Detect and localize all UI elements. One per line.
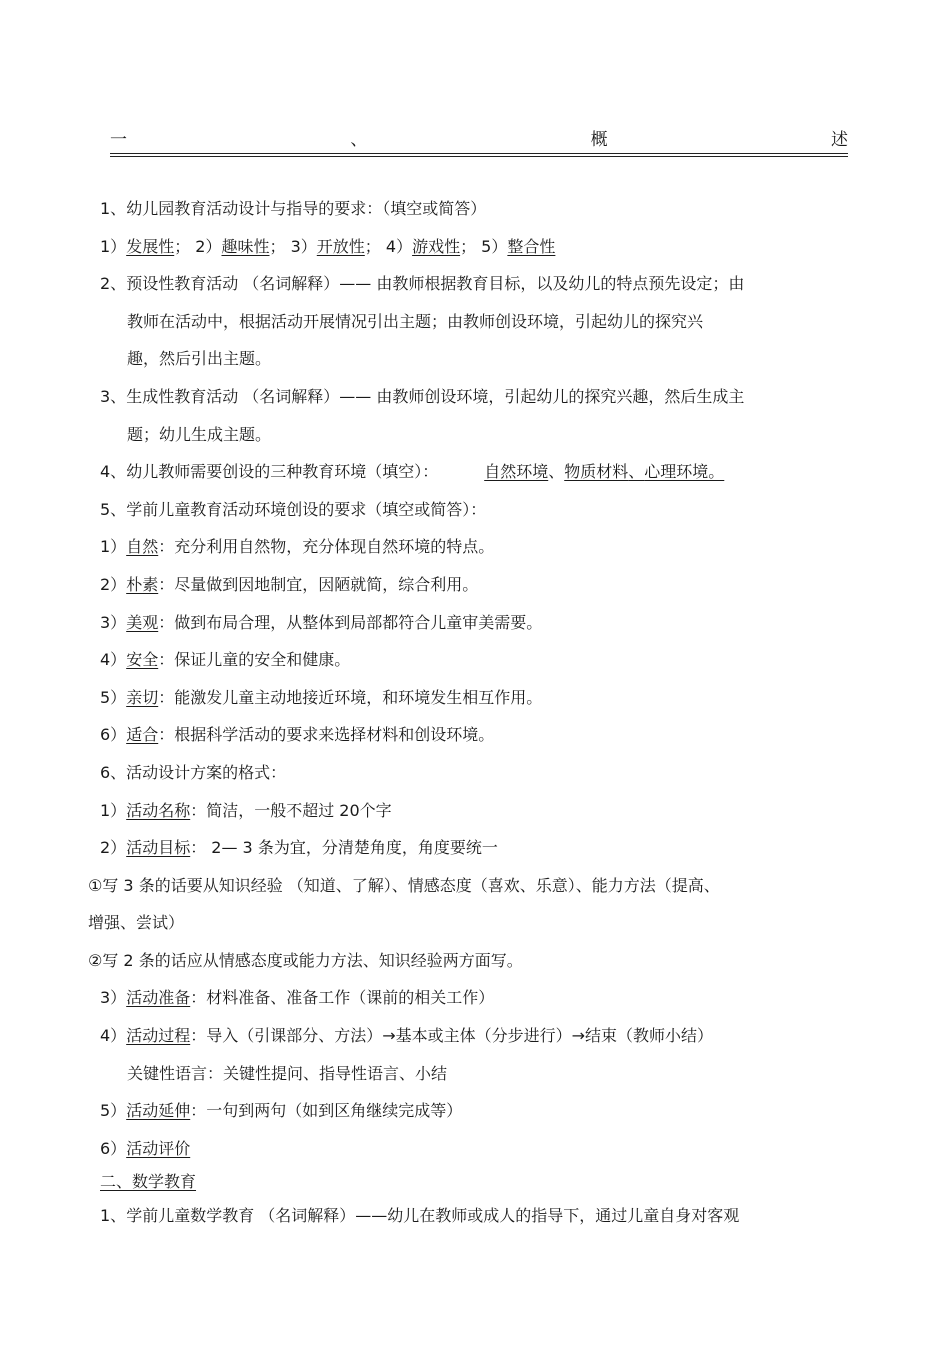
env-item: 5）亲切：能激发儿童主动地接近环境，和环境发生相互作用。 <box>100 687 543 707</box>
goal-note: ①写 3 条的话要从知识经验 （知道、了解）、情感态度（喜欢、乐意）、能力方法（提高、 <box>88 875 720 895</box>
section-title <box>110 128 848 154</box>
goal-note: ②写 2 条的话应从情感态度或能力方法、知识经验两方面写。 <box>88 950 523 970</box>
env-item: 2）朴素：尽量做到因地制宜，因陋就简，综合利用。 <box>100 574 479 594</box>
title-char: 、 <box>350 130 368 150</box>
title-char: 述 <box>830 130 848 150</box>
env-item: 3）美观：做到布局合理，从整体到局部都符合儿童审美需要。 <box>100 612 543 632</box>
title-char: 一 <box>110 130 127 150</box>
env-item: 1）自然：充分利用自然物，充分体现自然环境的特点。 <box>100 537 495 557</box>
plan-item: 4）活动过程：导入（引课部分、方法）→基本或主体（分步进行）→结束（教师小结） <box>100 1026 714 1046</box>
goal-note-continuation: 增强、尝试） <box>88 913 185 933</box>
requirements-line: 1）发展性； 2）趣味性； 3）开放性； 4）游戏性； 5）整合性 <box>100 236 556 256</box>
list-item: 1、学前儿童数学教育 （名词解释）——幼儿在教师或成人的指导下，通过儿童自身对客观 <box>100 1206 740 1226</box>
title-char: 概 <box>590 130 608 150</box>
plan-item: 6）活动评价 <box>100 1138 191 1158</box>
list-item-continuation: 题；幼儿生成主题。 <box>127 424 272 444</box>
list-item: 3、生成性教育活动 （名词解释）—— 由教师创设环境，引起幼儿的探究兴趣，然后生成主 <box>100 386 745 406</box>
plan-item: 2）活动目标： 2— 3 条为宜，分清楚角度，角度要统一 <box>100 838 498 858</box>
plan-item: 3）活动准备：材料准备、准备工作（课前的相关工作） <box>100 988 495 1008</box>
document-body <box>88 190 848 1235</box>
list-item: 2、预设性教育活动 （名词解释）—— 由教师根据教育目标，以及幼儿的特点预先设定；由 <box>100 274 745 294</box>
list-item-continuation: 趣，然后引出主题。 <box>127 349 272 369</box>
plan-heading: 6、活动设计方案的格式： <box>100 762 287 782</box>
list-item: 5、学前儿童教育活动环境创设的要求（填空或简答）： <box>100 499 487 519</box>
env-item: 4）安全：保证儿童的安全和健康。 <box>100 650 351 670</box>
list-item: 4、幼儿教师需要创设的三种教育环境（填空）： 自然环境、物质材料、心理环境。 <box>100 462 725 482</box>
list-item: 1、幼儿园教育活动设计与指导的要求：（填空或简答） <box>100 199 487 218</box>
env-item: 6）适合：根据科学活动的要求来选择材料和创设环境。 <box>100 725 495 745</box>
section-heading: 二、数学教育 <box>100 1172 197 1192</box>
plan-item: 5）活动延伸：一句到两句（如到区角继续完成等） <box>100 1101 463 1121</box>
plan-item: 1）活动名称：简洁，一般不超过 20个字 <box>100 800 392 820</box>
list-item-continuation: 教师在活动中，根据活动开展情况引出主题；由教师创设环境，引起幼儿的探究兴 <box>127 311 704 331</box>
key-language-note: 关键性语言：关键性提问、指导性语言、小结 <box>127 1063 448 1083</box>
